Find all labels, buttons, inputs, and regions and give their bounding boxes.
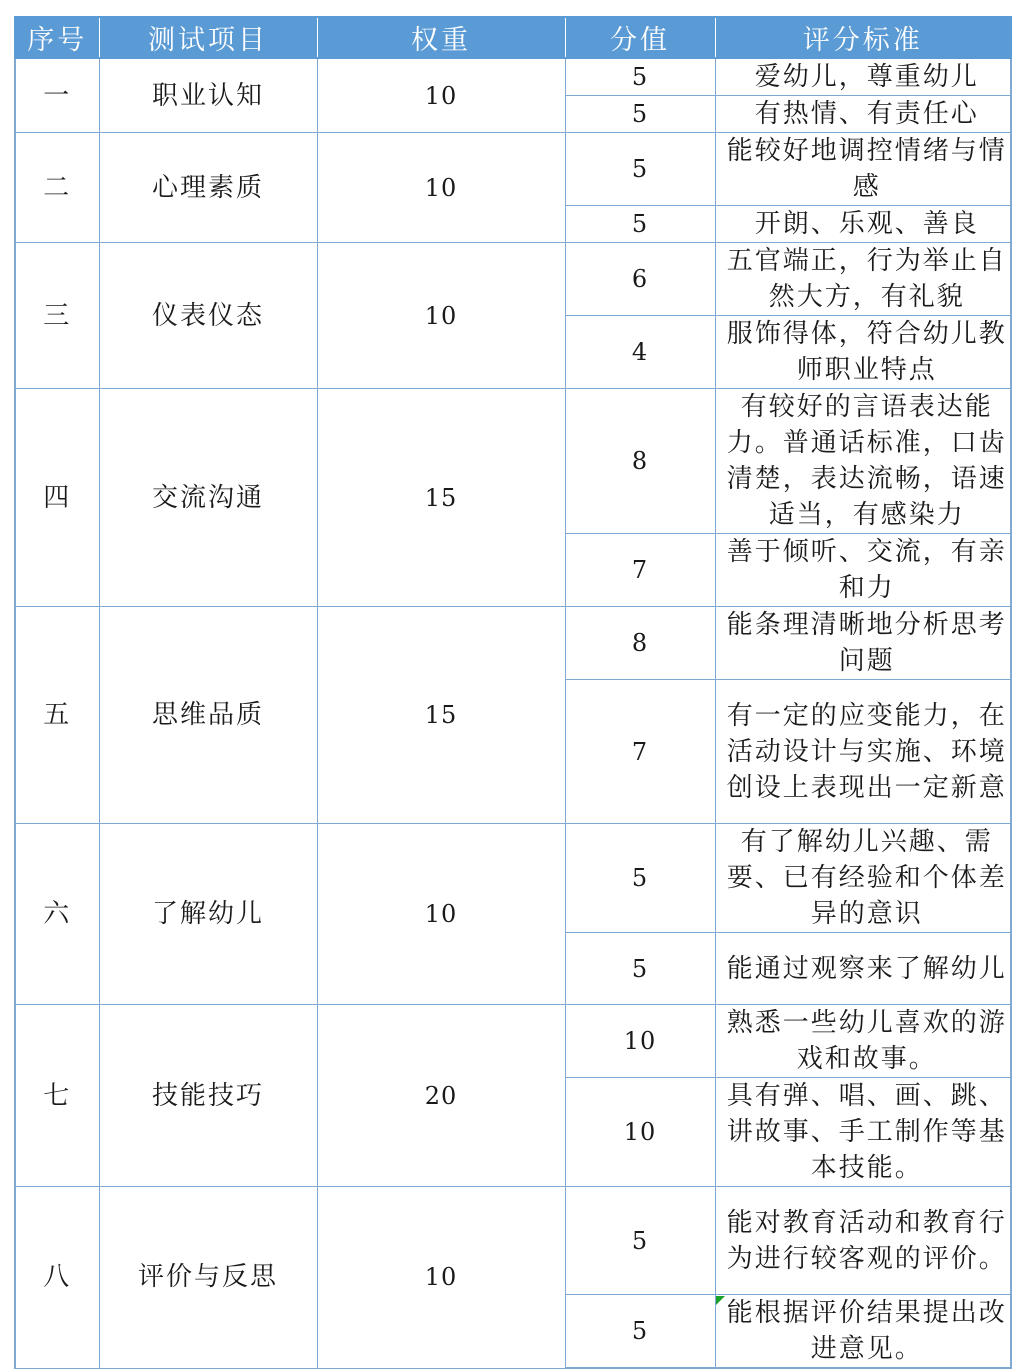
criteria-cell[interactable]: 爱幼儿，尊重幼儿 (715, 58, 1011, 96)
criteria-cell[interactable]: 有了解幼儿兴趣、需要、已有经验和个体差异的意识 (715, 824, 1011, 933)
header-row (15, 17, 1011, 58)
table-row (15, 133, 1011, 206)
row-index-cell[interactable]: 六 (15, 824, 99, 1005)
score-cell[interactable]: 8 (565, 389, 715, 534)
criteria-cell[interactable]: 能对教育活动和教育行为进行较客观的评价。 (715, 1187, 1011, 1295)
score-cell[interactable]: 10 (565, 1078, 715, 1187)
table-row (15, 1005, 1011, 1078)
table-row (15, 243, 1011, 316)
weight-cell[interactable]: 10 (317, 243, 565, 389)
score-cell[interactable]: 5 (565, 96, 715, 133)
weight-cell[interactable]: 10 (317, 133, 565, 243)
test-item-cell[interactable]: 思维品质 (99, 607, 317, 824)
test-item-cell[interactable]: 了解幼儿 (99, 824, 317, 1005)
header-weight[interactable]: 权重 (317, 17, 565, 58)
weight-cell[interactable]: 15 (317, 607, 565, 824)
weight-cell[interactable]: 10 (317, 1187, 565, 1369)
score-cell[interactable]: 5 (565, 58, 715, 96)
weight-cell[interactable]: 15 (317, 389, 565, 607)
criteria-cell[interactable]: 能通过观察来了解幼儿 (715, 933, 1011, 1005)
comment-indicator-icon[interactable] (716, 1296, 725, 1305)
score-cell[interactable]: 4 (565, 316, 715, 389)
table-row (15, 607, 1011, 680)
score-cell[interactable]: 6 (565, 243, 715, 316)
score-cell[interactable]: 5 (565, 133, 715, 206)
header-index[interactable]: 序号 (15, 17, 99, 58)
table-row (15, 58, 1011, 96)
header-criteria[interactable]: 评分标准 (715, 17, 1011, 58)
criteria-cell[interactable]: 能条理清晰地分析思考问题 (715, 607, 1011, 680)
weight-cell[interactable]: 10 (317, 824, 565, 1005)
score-cell[interactable]: 5 (565, 1187, 715, 1295)
row-index-cell[interactable]: 一 (15, 58, 99, 133)
criteria-cell[interactable]: 能根据评价结果提出改进意见。 (715, 1295, 1011, 1369)
test-item-cell[interactable]: 仪表仪态 (99, 243, 317, 389)
criteria-cell[interactable]: 服饰得体，符合幼儿教师职业特点 (715, 316, 1011, 389)
criteria-cell[interactable]: 具有弹、唱、画、跳、讲故事、手工制作等基本技能。 (715, 1078, 1011, 1187)
test-item-cell[interactable]: 职业认知 (99, 58, 317, 133)
test-item-cell[interactable]: 心理素质 (99, 133, 317, 243)
table-row (15, 389, 1011, 534)
row-index-cell[interactable]: 五 (15, 607, 99, 824)
table-row (15, 824, 1011, 933)
criteria-cell[interactable]: 善于倾听、交流，有亲和力 (715, 534, 1011, 607)
weight-cell[interactable]: 10 (317, 58, 565, 133)
header-test-item[interactable]: 测试项目 (99, 17, 317, 58)
row-index-cell[interactable]: 二 (15, 133, 99, 243)
test-item-cell[interactable]: 评价与反思 (99, 1187, 317, 1369)
score-cell[interactable]: 5 (565, 1295, 715, 1369)
score-cell[interactable]: 5 (565, 206, 715, 243)
criteria-cell[interactable]: 五官端正，行为举止自然大方，有礼貌 (715, 243, 1011, 316)
row-index-cell[interactable]: 八 (15, 1187, 99, 1369)
weight-cell[interactable]: 20 (317, 1005, 565, 1187)
criteria-cell[interactable]: 有较好的言语表达能力。普通话标准，口齿清楚，表达流畅，语速适当，有感染力 (715, 389, 1011, 534)
table-row (15, 1187, 1011, 1295)
score-cell[interactable]: 10 (565, 1005, 715, 1078)
row-index-cell[interactable]: 三 (15, 243, 99, 389)
test-item-cell[interactable]: 技能技巧 (99, 1005, 317, 1187)
score-cell[interactable]: 5 (565, 824, 715, 933)
criteria-cell[interactable]: 有一定的应变能力，在活动设计与实施、环境创设上表现出一定新意 (715, 680, 1011, 824)
criteria-cell[interactable]: 开朗、乐观、善良 (715, 206, 1011, 243)
criteria-cell[interactable]: 熟悉一些幼儿喜欢的游戏和故事。 (715, 1005, 1011, 1078)
criteria-cell[interactable]: 能较好地调控情绪与情感 (715, 133, 1011, 206)
row-index-cell[interactable]: 四 (15, 389, 99, 607)
score-cell[interactable]: 7 (565, 534, 715, 607)
scoring-table (14, 16, 1012, 1369)
test-item-cell[interactable]: 交流沟通 (99, 389, 317, 607)
row-index-cell[interactable]: 七 (15, 1005, 99, 1187)
score-cell[interactable]: 5 (565, 933, 715, 1005)
score-cell[interactable]: 8 (565, 607, 715, 680)
header-score[interactable]: 分值 (565, 17, 715, 58)
score-cell[interactable]: 7 (565, 680, 715, 824)
criteria-cell[interactable]: 有热情、有责任心 (715, 96, 1011, 133)
